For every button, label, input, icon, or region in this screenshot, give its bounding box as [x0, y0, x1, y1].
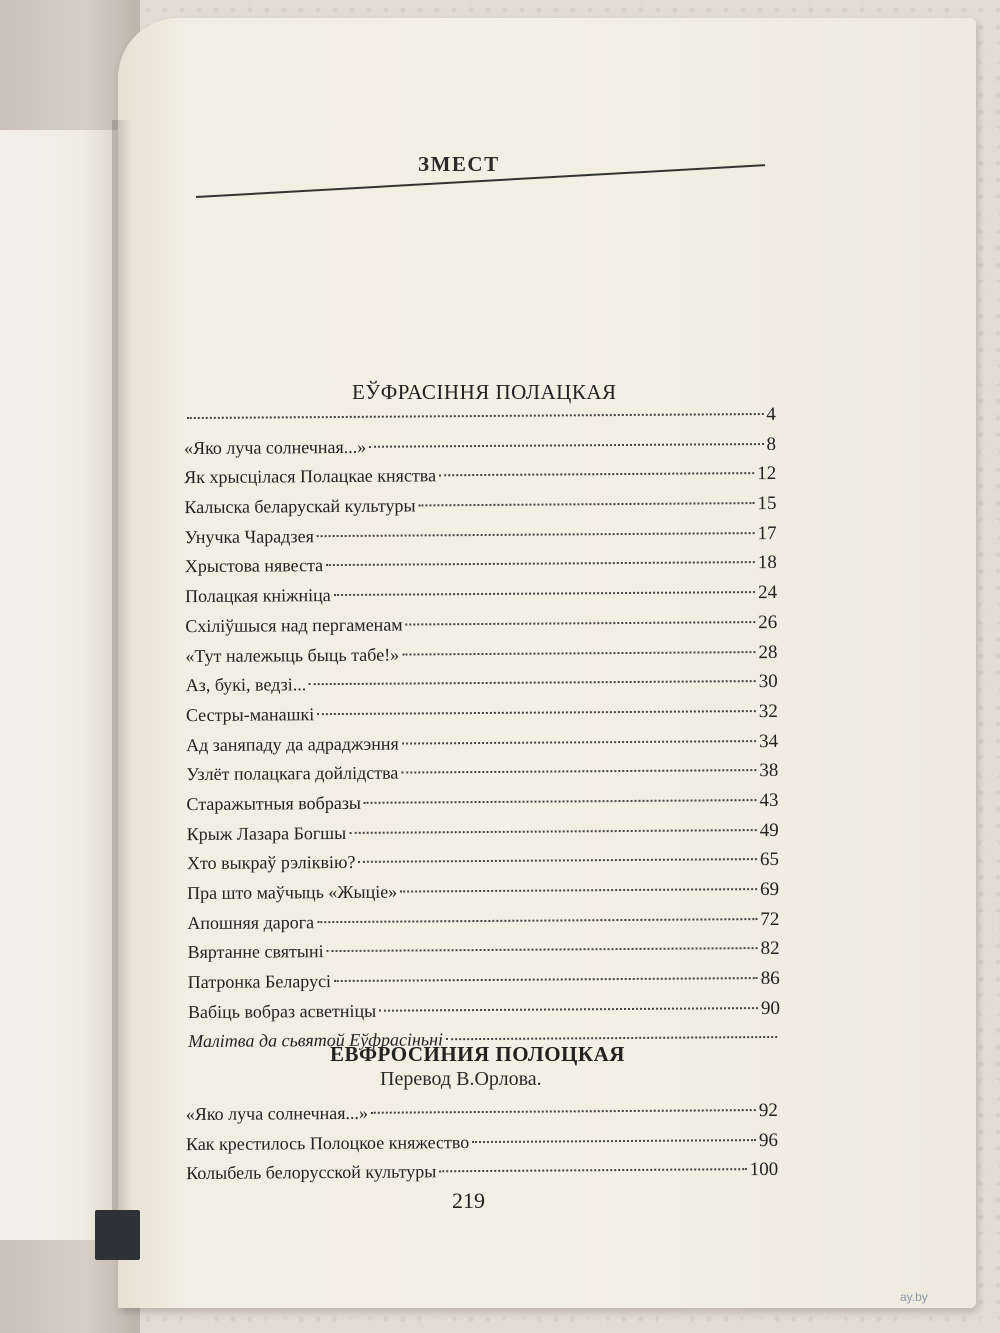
toc-entry-page: 92: [758, 1099, 778, 1122]
toc-leader-dots: [358, 858, 757, 863]
toc-entry-page: 90: [760, 997, 781, 1019]
toc-entry-title: Крыж Лазара Богшы: [186, 822, 347, 844]
toc-leader-dots: [334, 591, 755, 596]
toc-entry: [186, 1155, 778, 1189]
toc-leader-dots: [317, 918, 757, 923]
toc-entry-title: Калыска беларускай культуры: [184, 495, 416, 518]
toc-entry-page: 8: [766, 433, 777, 455]
toc-entry: [185, 519, 777, 553]
toc-entry-title: Сестры-манашкі: [185, 704, 315, 725]
toc-entry-title: Ад заняпаду да адраджэння: [186, 733, 399, 755]
toc-entry-page: 32: [758, 700, 778, 722]
toc-leader-dots: [400, 888, 757, 892]
toc-entry-title: Узлёт полацкага дойлідства: [186, 762, 399, 785]
toc-entry-page: 43: [759, 789, 779, 812]
toc-list-section-2: [186, 1096, 779, 1189]
toc-entry-title: Унучка Чарадзея: [184, 525, 314, 547]
toc-entry-page: 4: [766, 403, 776, 426]
toc-entry-title: Хто выкраў рэліквію?: [186, 852, 356, 874]
toc-entry: [185, 578, 777, 612]
toc-leader-dots: [379, 1007, 758, 1012]
toc-entry-title: Патронка Беларусі: [187, 971, 332, 993]
toc-entry: [184, 489, 776, 523]
toc-entry: [185, 637, 777, 671]
toc-entry-title: Хрыстова нявеста: [184, 555, 324, 577]
toc-entry-title: Схіліўшыся над пергаменам: [185, 614, 403, 636]
toc-leader-dots: [446, 1036, 777, 1040]
toc-entry-title: Вабіць вобраз асветніцы: [187, 1000, 377, 1022]
page-number: 219: [452, 1188, 485, 1213]
toc-entry: [187, 875, 779, 909]
toc-entry-title: Вяртанне святыні: [187, 941, 324, 963]
section-title: ЕВФРОСИНИЯ ПОЛОЦКАЯ: [330, 1042, 625, 1066]
toc-leader-dots: [187, 413, 763, 419]
toc-entry-page: 12: [757, 463, 777, 485]
toc-entry-page: 69: [760, 878, 780, 901]
toc-entry-title: «Тут належыць быць табе!»: [185, 644, 400, 666]
toc-entry: [187, 905, 779, 939]
toc-entry-page: 82: [760, 938, 780, 960]
page-header-title: ЗМЕСТ: [418, 152, 500, 176]
toc-entry-page: 30: [758, 671, 778, 693]
toc-entry: [186, 1096, 778, 1130]
toc-entry: [187, 934, 779, 968]
toc-entry-page: 100: [749, 1159, 779, 1181]
toc-leader-dots: [371, 1109, 756, 1114]
spine-shadow: [112, 120, 132, 1250]
toc-entry-page: 18: [757, 552, 777, 574]
section-subtitle: Перевод В.Орлова.: [380, 1068, 542, 1090]
toc-leader-dots: [317, 532, 755, 537]
toc-entry: [186, 726, 778, 760]
toc-entry-title: «Яко луча солнечная...»: [183, 436, 367, 458]
toc-entry-page: 38: [759, 760, 779, 782]
toc-entry-page: 72: [760, 908, 780, 930]
toc-leader-dots: [334, 977, 758, 982]
toc-entry-page: 26: [758, 611, 778, 633]
toc-entry: [186, 1126, 778, 1160]
toc-leader-dots: [349, 829, 757, 834]
toc-leader-dots: [439, 1169, 746, 1173]
toc-list-section-1: [184, 400, 781, 1057]
book-binding: [95, 1210, 140, 1260]
toc-entry-page: 24: [757, 582, 778, 604]
toc-leader-dots: [369, 443, 763, 448]
toc-leader-dots: [402, 651, 755, 655]
toc-entry: [185, 608, 777, 642]
toc-leader-dots: [309, 680, 756, 685]
toc-entry-page: 15: [757, 493, 777, 515]
toc-entry-title: Старажытныя вобразы: [186, 792, 362, 815]
toc-entry-title: «Яко луча солнечная...»: [185, 1102, 369, 1125]
section-title: ЕЎФРАСІННЯ ПОЛАЦКАЯ: [352, 380, 617, 404]
toc-entry: [185, 548, 777, 582]
toc-entry: [186, 667, 778, 701]
toc-entry-title: Апошняя дарога: [187, 911, 315, 933]
toc-entry: [188, 964, 780, 998]
toc-leader-dots: [406, 621, 756, 625]
toc-leader-dots: [317, 710, 756, 715]
toc-entry: [187, 816, 779, 850]
toc-entry: [184, 459, 776, 493]
toc-entry-title: Как крестилось Полоцкое княжество: [185, 1131, 470, 1154]
toc-entry: [184, 400, 776, 434]
toc-entry-page: 96: [758, 1129, 779, 1151]
toc-entry: [184, 430, 776, 464]
toc-entry: [186, 756, 778, 790]
toc-entry: [187, 845, 779, 879]
toc-entry-title: Пра што маўчыць «Жыціе»: [187, 881, 398, 904]
toc-entry-page: 28: [758, 641, 778, 663]
toc-entry-page: 65: [759, 849, 779, 871]
toc-leader-dots: [327, 947, 758, 952]
toc-entry-title: Аз, букі, ведзі...: [185, 674, 307, 696]
toc-entry-page: 34: [759, 730, 779, 752]
toc-leader-dots: [364, 799, 757, 804]
toc-leader-dots: [402, 740, 756, 744]
left-page: [0, 130, 120, 1240]
toc-entry-page: 17: [757, 522, 777, 544]
toc-entry: [186, 697, 778, 731]
toc-entry-title: Малітва да сьвятой Еўфрасіньні: [188, 1029, 444, 1052]
toc-entry-page: 49: [759, 819, 779, 841]
toc-leader-dots: [439, 472, 754, 476]
toc-leader-dots: [472, 1139, 756, 1143]
toc-leader-dots: [326, 562, 755, 567]
toc-leader-dots: [401, 769, 756, 773]
toc-entry-page: 86: [760, 967, 780, 990]
toc-entry: [186, 786, 778, 820]
toc-entry-title: Полацкая кніжніца: [184, 585, 331, 607]
toc-entry-title: Як хрысцілася Полацкае княства: [184, 465, 437, 488]
toc-leader-dots: [419, 502, 755, 506]
toc-entry: [188, 994, 780, 1028]
watermark: ay.by: [900, 1290, 928, 1304]
toc-entry-title: Колыбель белорусской культуры: [186, 1161, 437, 1184]
